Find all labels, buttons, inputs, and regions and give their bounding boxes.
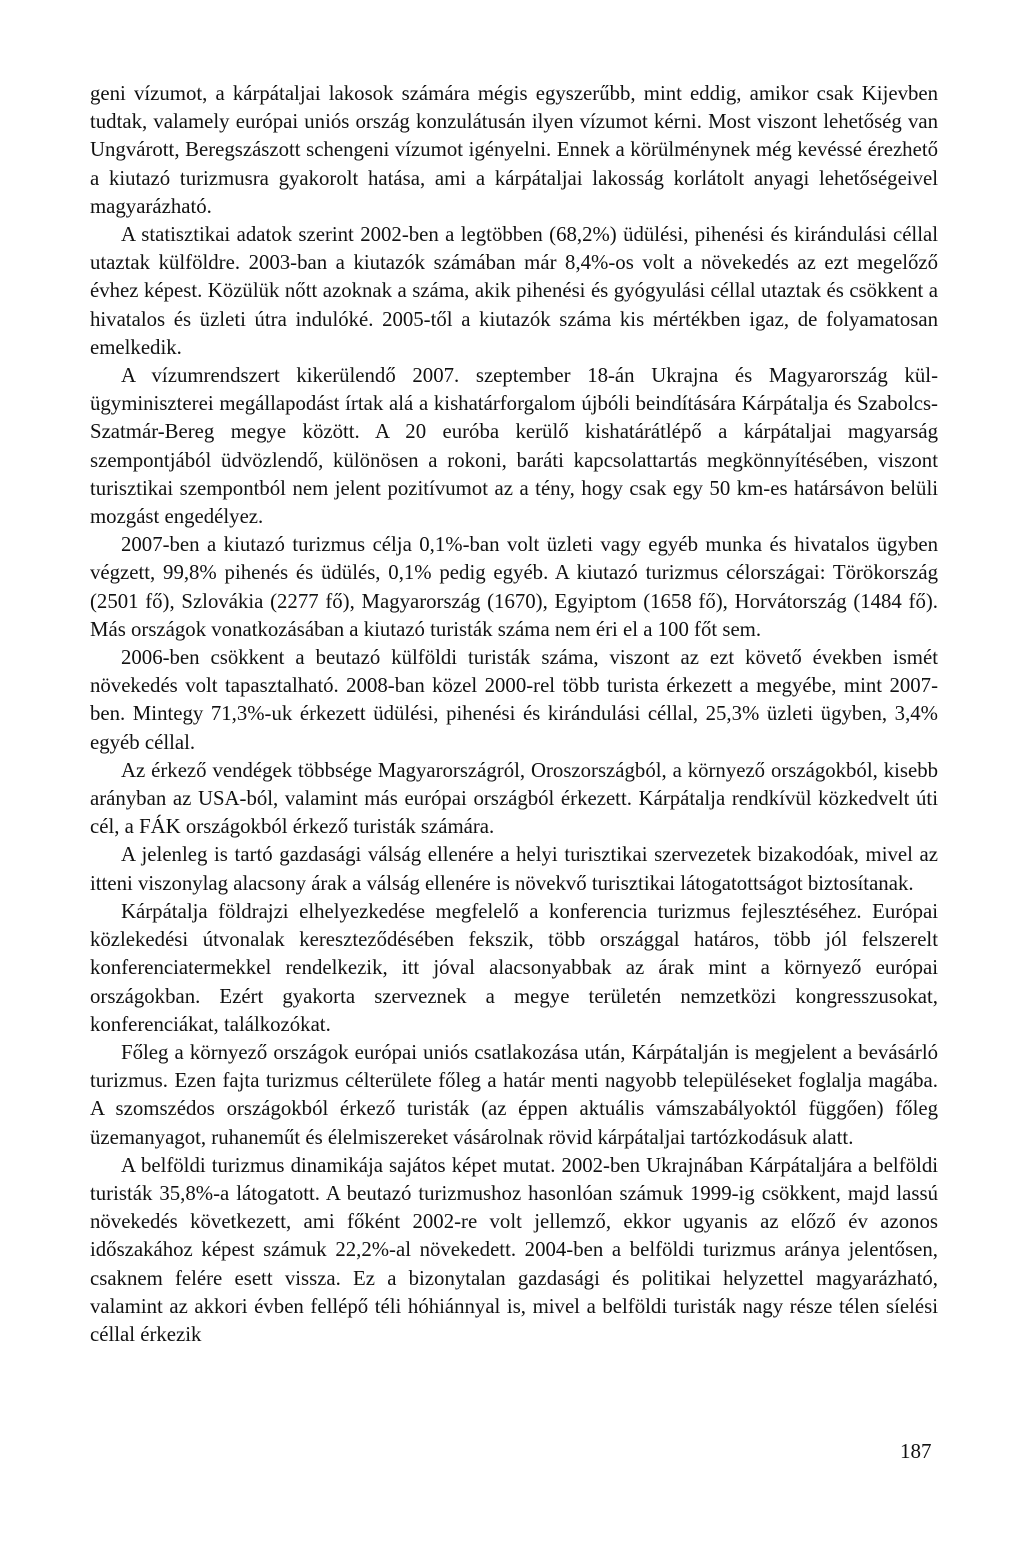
paragraph	[90, 841, 938, 897]
paragraph-text: A jelenleg is tartó gazdasági válság ellenére a helyi turisztikai szervezetek bizakodóak, mivel az itteni viszonylag alacsony árak a válság ellenére is növekvő turisztikai látogatottságot biztosítanak.	[90, 843, 938, 895]
body-text	[90, 80, 938, 1349]
paragraph-text: 2007-ben a kiutazó turizmus célja 0,1%-ban volt üzleti vagy egyéb munka és hivatalos ügyben végzett, 99,8% pihenés és üdülés, 0,1% pedig egyéb. A kiutazó turizmus célországai: Törökország (2501 fő), Szlovákia (2277 fő), Magyarország (1670), Egyiptom (1658 fő), Horvátország (1484 fő). Más országok vonatkozásában a kiutazó turisták száma nem éri el a 100 főt sem.	[90, 533, 938, 641]
paragraph-text: Az érkező vendégek többsége Magyarországról, Oroszországból, a környező országokból, kisebb arányban az USA-ból, valamint más európai országból érkezett. Kárpátalja rendkívül közkedvelt úti cél, a FÁK országokból érkező turisták számára.	[90, 758, 938, 839]
paragraph	[90, 644, 938, 757]
paragraph	[90, 531, 938, 644]
paragraph-text: A vízumrendszert kikerülendő 2007. szeptember 18-án Ukrajna és Magyarország külügyminiszterei megállapodást írtak alá a kishatárforgalom újbóli beindítására Kárpátalja és Szabolcs-Szatmár-Bereg megye között. A 20 euróba kerülő kishatárátlépő a kárpátaljai magyarság szempontjából üdvözlendő, különösen a rokoni, baráti kapcsolattartás megkönnyítésében, viszont turisztikai szempontból nem jelent pozitívumot az a tény, hogy csak egy 50 km-es határsávon belüli mozgást engedélyez.	[90, 364, 938, 529]
paragraph-text: A statisztikai adatok szerint 2002-ben a legtöbben (68,2%) üdülési, pihenési és kirándulási céllal utaztak külföldre. 2003-ban a kiutazók számában már 8,4%-os volt a növekedés az ezt megelőző évhez képest. Közülük nőtt azoknak a száma, akik pihenési és gyógyulási céllal utaztak és csökkent a hivatalos és üzleti útra indulóké. 2005-től a kiutazók száma kis mértékben igaz, de folyamatosan emelkedik.	[90, 223, 938, 359]
paragraph	[90, 1039, 938, 1152]
paragraph-text: Kárpátalja földrajzi elhelyezkedése megfelelő a konferencia turizmus fejlesztéséhez. Európai közlekedési útvonalak kereszteződésében fekszik, több országgal határos, több jól felszerelt konferenciatermekkel rendelkezik, itt jóval alacsonyabbak az árak mint a környező európai országokban. Ezért gyakorta szerveznek a megye területén nemzetközi kongresszusokat, konferenciákat, találkozókat.	[90, 899, 938, 1036]
paragraph	[90, 362, 938, 531]
paragraph	[90, 757, 938, 842]
page-number: 187	[900, 1439, 932, 1463]
paragraph	[90, 80, 938, 221]
paragraph-text: geni vízumot, a kárpátaljai lakosok számára mégis egyszerűbb, mint eddig, amikor csak Kijevben tudtak, valamely európai uniós ország konzulátusán ilyen vízumot kérni. Most viszont lehetőség van Ungvárott, Beregszászott schengeni vízumot igényelni. Ennek a körülménynek még kevéssé érezhető a kiutazó turizmusra gyakorolt hatása, ami a kárpátaljai lakosság korlátolt anyagi lehetőségeivel magyarázható.	[90, 82, 938, 218]
paragraph-text: Főleg a környező országok európai uniós csatlakozása után, Kárpátalján is megjelent a bevásárló turizmus. Ezen fajta turizmus célterülete főleg a határ menti nagyobb településeket foglalja magába. A szomszédos országokból érkező turisták (az éppen aktuális vámszabályoktól függően) főleg üzemanyagot, ruhaneműt és élelmiszereket vásárolnak rövid kárpátaljai tartózkodásuk alatt.	[90, 1040, 938, 1149]
paragraph-text: 2006-ben csökkent a beutazó külföldi turisták száma, viszont az ezt követő években ismét növekedés volt tapasztalható. 2008-ban közel 2000-rel több turista érkezett a megyébe, mint 2007-ben. Mintegy 71,3%-uk érkezett üdülési, pihenési és kirándulási céllal, 25,3% üzleti ügyben, 3,4% egyéb céllal.	[90, 646, 938, 754]
paragraph	[90, 1152, 938, 1349]
paragraph	[90, 221, 938, 362]
paragraph	[90, 898, 938, 1039]
paragraph-text: A belföldi turizmus dinamikája sajátos képet mutat. 2002-ben Ukrajnában Kárpátaljára a belföldi turisták 35,8%-a látogatott. A beutazó turizmushoz hasonlóan számuk 1999-ig csökkent, majd lassú növekedés következett, ami főként 2002-re volt jellemző, ekkor ugyanis az előző év azonos időszakához képest számuk 22,2%-al növekedett. 2004-ben a belföldi turizmus aránya jelentősen, csaknem felére esett vissza. Ez a bizonytalan gazdasági és politikai helyzettel magyarázható, valamint az akkori évben fellépő téli hóhiánnyal is, mivel a belföldi turisták nagy része télen síelési céllal érkezik	[90, 1153, 938, 1346]
